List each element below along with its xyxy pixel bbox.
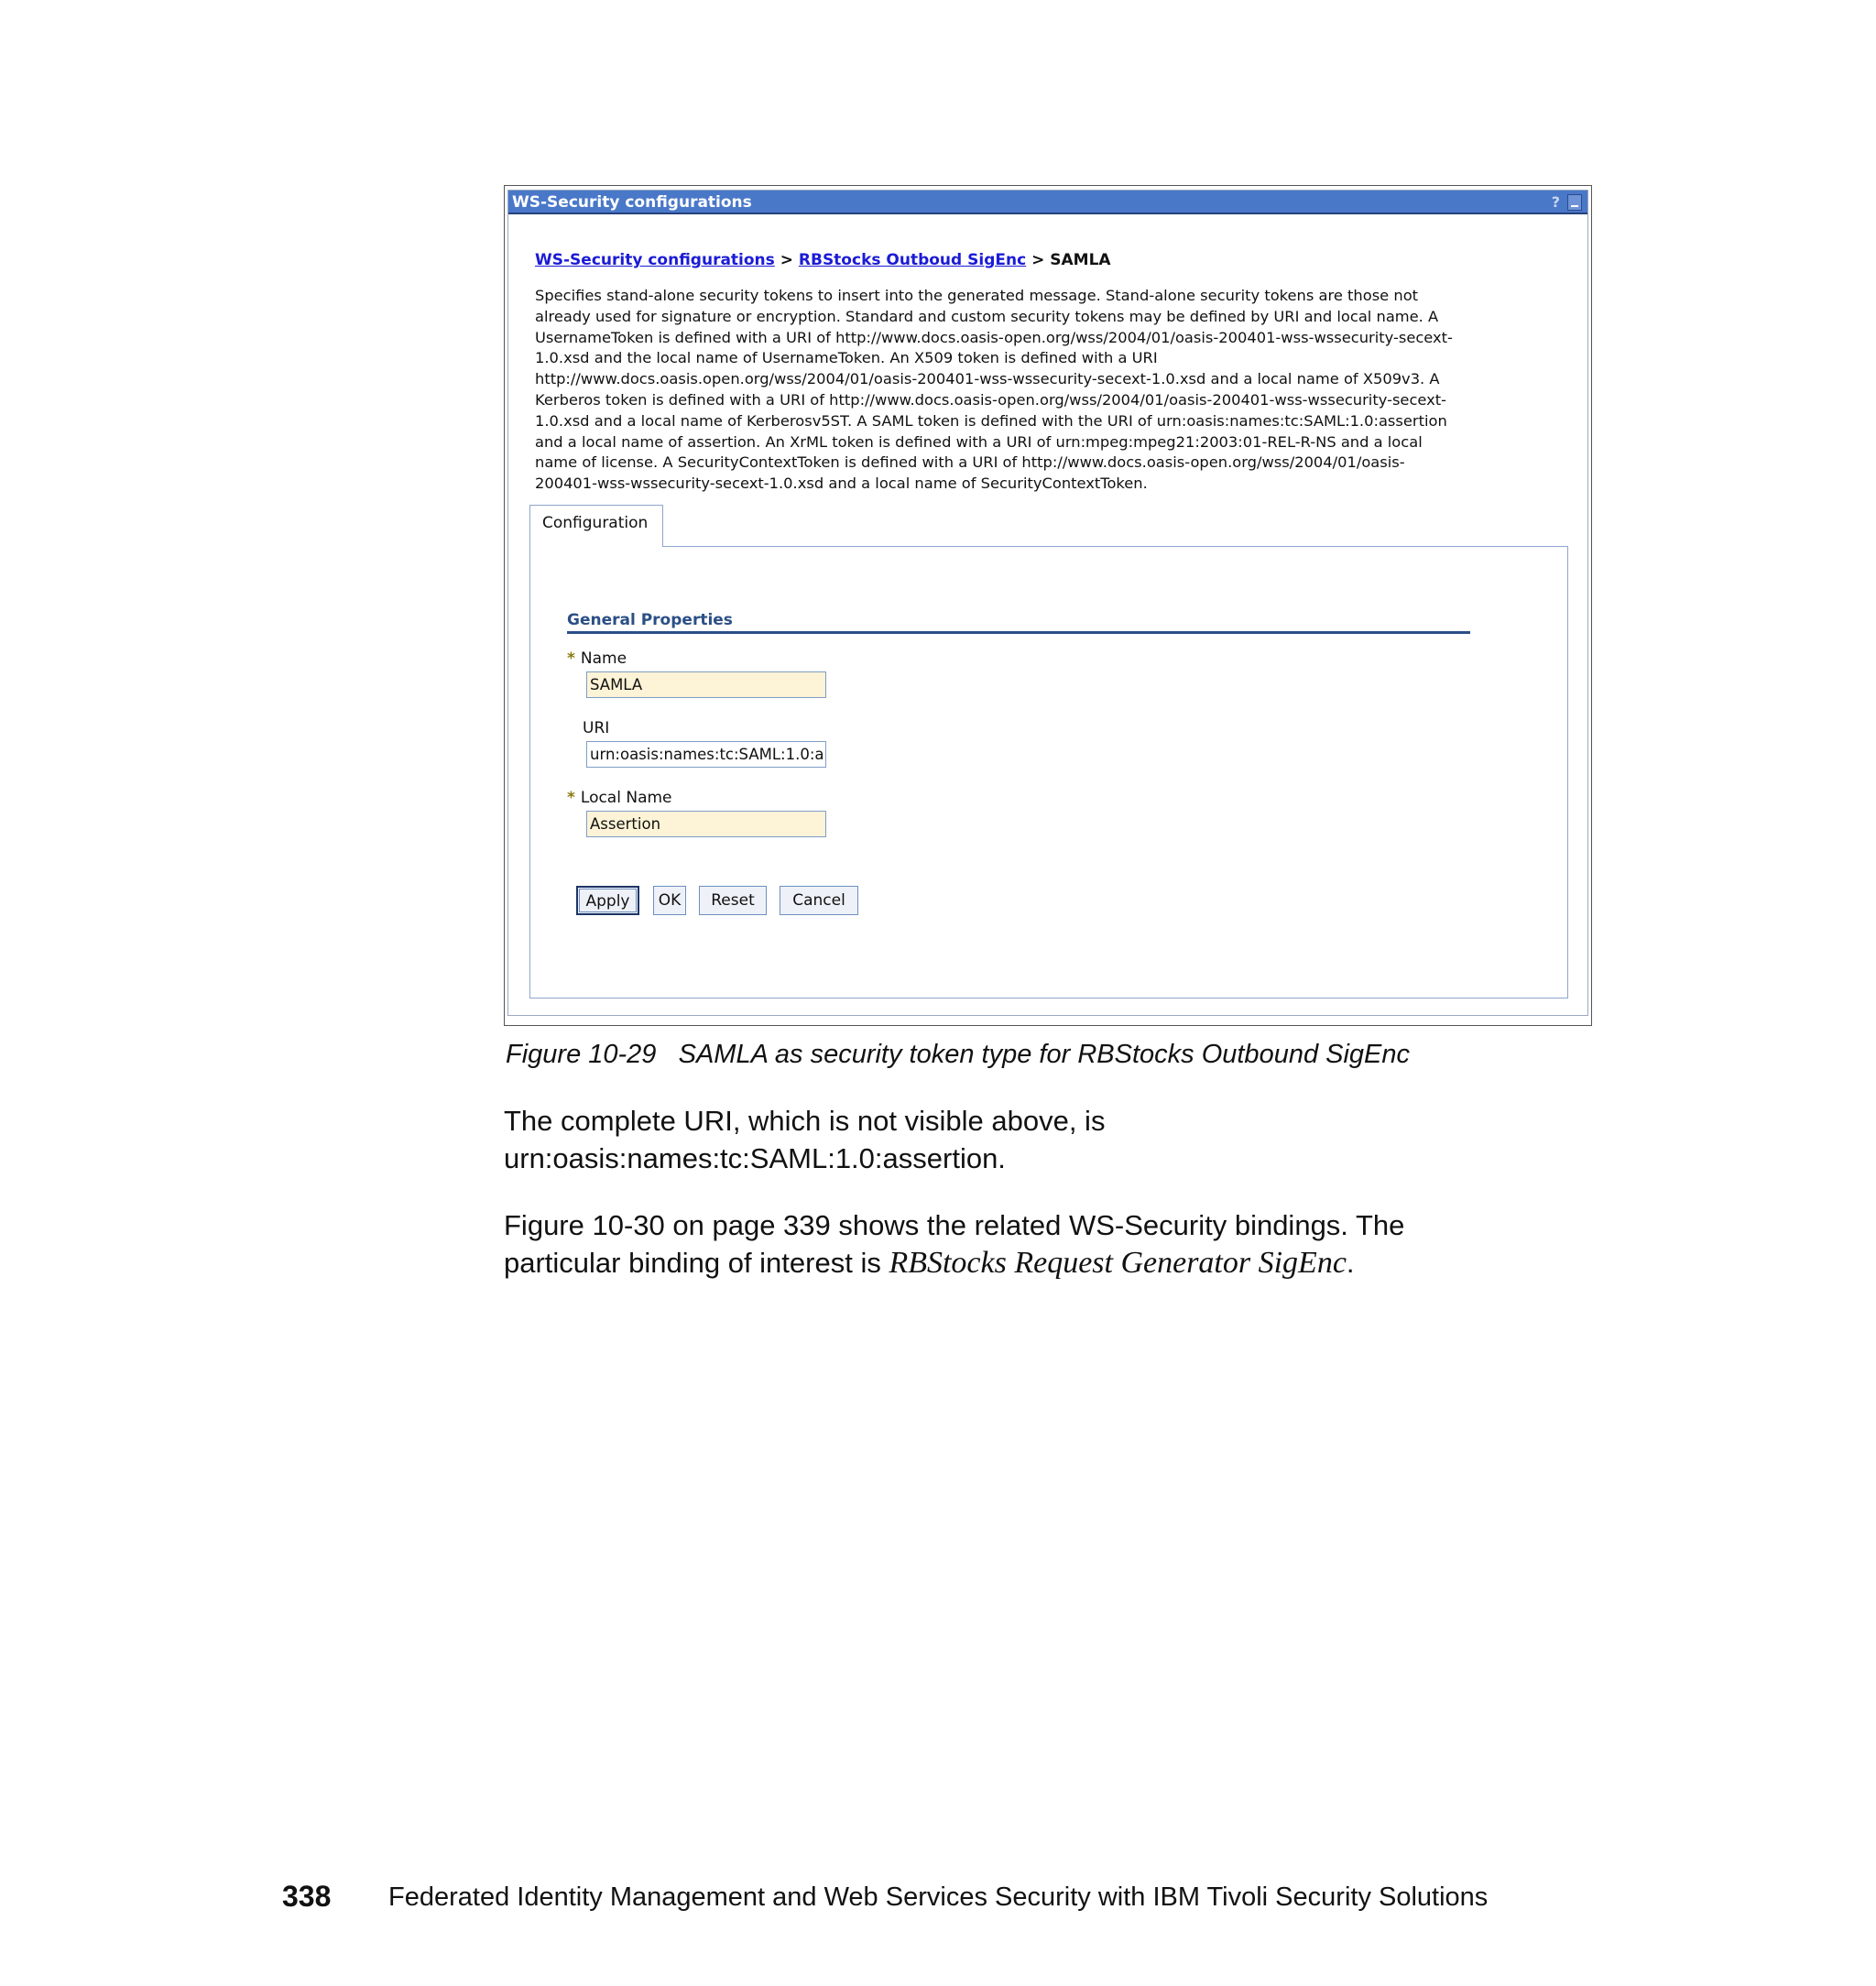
description-line: already used for signature or encryption. Standard and custom security tokens may be defined by URI and local name. A bbox=[535, 307, 1439, 325]
page-description bbox=[535, 286, 1616, 495]
name-field[interactable] bbox=[586, 671, 826, 698]
name-label: Name bbox=[580, 649, 627, 668]
local-name-label-row bbox=[567, 789, 672, 807]
breadcrumb-link-rbstocks-outbound[interactable]: RBStocks Outboud SigEnc bbox=[798, 251, 1027, 269]
required-icon: * bbox=[567, 789, 575, 807]
required-icon: * bbox=[567, 649, 575, 668]
binding-name-emphasis: RBStocks Request Generator SigEnc bbox=[889, 1246, 1347, 1280]
paragraph-uri-note bbox=[504, 1102, 1105, 1177]
running-footer-title: Federated Identity Management and Web Services Security with IBM Tivoli Security Solutions bbox=[388, 1882, 1489, 1912]
portlet-window bbox=[507, 190, 1588, 1016]
breadcrumb-separator: > bbox=[774, 251, 799, 269]
description-line: Specifies stand-alone security tokens to insert into the generated message. Stand-alone security tokens are those not bbox=[535, 287, 1419, 304]
tab-configuration[interactable]: Configuration bbox=[529, 505, 663, 547]
reset-button[interactable]: Reset bbox=[699, 886, 767, 915]
paragraph-text: particular binding of interest is bbox=[504, 1247, 889, 1279]
description-line: 1.0.xsd and a local name of Kerberosv5ST. A SAML token is defined with the URI of urn:oasis:names:tc:SAML:1.0:assertion bbox=[535, 411, 1447, 430]
section-divider bbox=[567, 631, 1470, 634]
name-label-row bbox=[567, 649, 627, 668]
local-name-field[interactable] bbox=[586, 811, 826, 837]
uri-field[interactable] bbox=[586, 741, 826, 768]
general-properties-heading: General Properties bbox=[567, 611, 733, 629]
uri-label: URI bbox=[583, 719, 610, 737]
description-line: Kerberos token is defined with a URI of http://www.docs.oasis-open.org/wss/2004/01/oasis-200401-wss-wssecurity-secext- bbox=[535, 390, 1447, 409]
description-line: 1.0.xsd and the local name of UsernameToken. An X509 token is defined with a URI bbox=[535, 349, 1158, 367]
ok-button[interactable]: OK bbox=[653, 886, 686, 915]
paragraph-line: The complete URI, which is not visible above, is bbox=[504, 1105, 1106, 1137]
description-line: name of license. A SecurityContextToken is defined with a URI of http://www.docs.oasis-open.org/wss/2004/01/oasis- bbox=[535, 453, 1405, 472]
minimize-icon[interactable] bbox=[1567, 194, 1582, 211]
help-icon[interactable]: ? bbox=[1551, 193, 1560, 211]
figure-screenshot bbox=[504, 185, 1592, 1026]
figure-caption: Figure 10-29 SAMLA as security token type for RBStocks Outbound SigEnc bbox=[506, 1040, 1411, 1069]
local-name-label: Local Name bbox=[580, 789, 672, 807]
breadcrumb-link-ws-security-configurations[interactable]: WS-Security configurations bbox=[535, 251, 775, 269]
paragraph-text: . bbox=[1346, 1247, 1355, 1279]
breadcrumb bbox=[535, 251, 1111, 269]
description-line: http://www.docs.oasis.open.org/wss/2004/01/oasis-200401-wss-wssecurity-secext-1.0.xsd and a local name of X509v3. A bbox=[535, 370, 1440, 388]
portlet-title: WS-Security configurations bbox=[512, 193, 752, 212]
paragraph-line bbox=[504, 1244, 1404, 1282]
description-line: UsernameToken is defined with a URI of http://www.docs.oasis-open.org/wss/2004/01/oasis-200401-wss-wssecurity-secext- bbox=[535, 328, 1453, 346]
page-number: 338 bbox=[282, 1880, 332, 1913]
breadcrumb-current: SAMLA bbox=[1050, 251, 1111, 269]
cancel-button[interactable]: Cancel bbox=[780, 886, 858, 915]
configuration-panel bbox=[529, 546, 1568, 998]
breadcrumb-separator: > bbox=[1026, 251, 1051, 269]
paragraph-bindings-note bbox=[504, 1206, 1404, 1282]
paragraph-line: urn:oasis:names:tc:SAML:1.0:assertion. bbox=[504, 1142, 1006, 1174]
titlebar-icons bbox=[1552, 191, 1582, 214]
apply-button[interactable]: Apply bbox=[576, 886, 639, 915]
paragraph-line: Figure 10-30 on page 339 shows the related WS-Security bindings. The bbox=[504, 1209, 1405, 1241]
portlet-titlebar bbox=[508, 191, 1587, 214]
description-line: and a local name of assertion. An XrML token is defined with a URI of urn:mpeg:mpeg21:2003:01-REL-R-NS and a local bbox=[535, 432, 1423, 451]
description-line: 200401-wss-wssecurity-secext-1.0.xsd and a local name of SecurityContextToken. bbox=[535, 475, 1148, 493]
